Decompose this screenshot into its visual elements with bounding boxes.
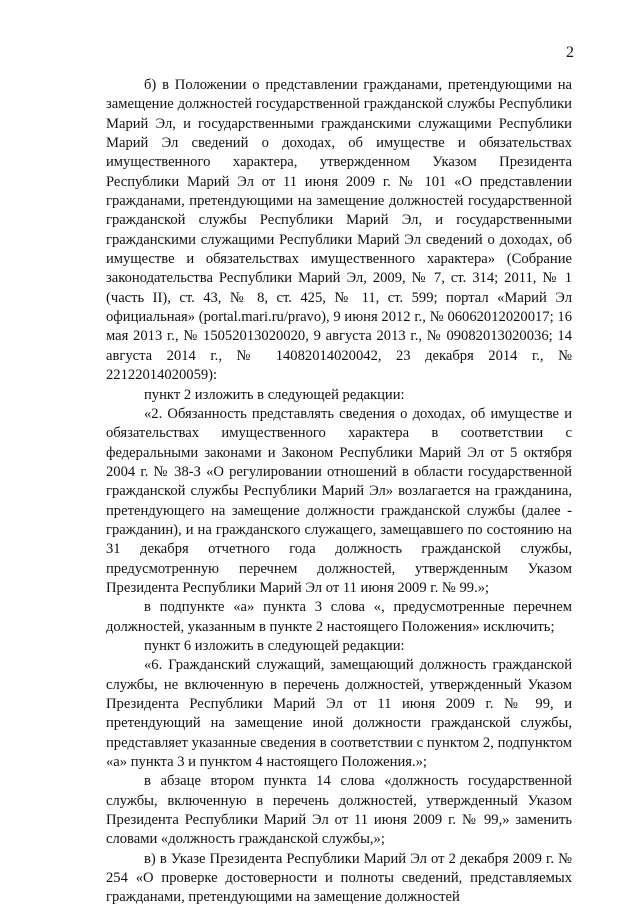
paragraph-point6-text: «6. Гражданский служащий, замещающий должность гражданской службы, не включенную в перечень должностей, утвержденный Указом Президента Республики Марий Эл от 11 июня 2009 г. № 99, и претендующий на замещение иной должности гражданской службы, представляет указанные сведения в соответствии с пунктом 2, подпунктом «а» пункта 3 и пунктом 4 настоящего Положения.»; bbox=[106, 657, 572, 771]
paragraph-v-intro: в) в Указе Президента Республики Марий Эл от 2 декабря 2009 г. № 254 «О проверке достоверности и полноты сведений, представляемых гражданами, претендующими на замещение должностей bbox=[106, 850, 572, 906]
paragraph-b-intro: б) в Положении о представлении гражданами, претендующими на замещение должностей государственной гражданской службы Республики Марий Эл, и государственными гражданскими служащими Республики Марий Эл сведений о доходах, об имуществе и обязательствах имущественного характера, утвержденном Указом Президента Республики Марий Эл от 11 июня 2009 г. № 101 «О представлении гражданами, претендующими на замещение должностей государственной гражданской службы Республики Марий Эл, и государственными гражданскими служащими Республики Марий Эл сведений о доходах, об имуществе и обязательствах имущественного характера» (Собрание законодательства Республики Марий Эл, 2009, № 7, ст. 314; 2011, № 1 (часть II), ст. 43, № 8, ст. 425, № 11, ст. 599; портал «Марий Эл официальная» (portal.mari.ru/pravo), 9 июня 2012 г., № 06062012020017; 16 мая 2013 г., № 15052013020020, 9 августа 2013 г., № 09082013020036; 14 августа 2014 г., № 14082014020042, 23 декабря 2014 г., № 22122014020059): bbox=[106, 77, 572, 384]
paragraph-point2-text: «2. Обязанность представлять сведения о доходах, об имуществе и обязательствах имущественного характера в соответствии с федеральными законами и Законом Республики Марий Эл от 5 октября 2004 г. № 38-З «О регулировании отношений в области государственной гражданской службы Республики Марий Эл» возлагается на гражданина, претендующего на замещение должности гражданской службы (далее - гражданин), и на гражданского служащего, замещавшего по состоянию на 31 декабря отчетного года должность гражданской службы, предусмотренную перечнем должностей, утвержденным Указом Президента Республики Марий Эл от 11 июня 2009 г. № 99.»; bbox=[106, 405, 572, 596]
paragraph-point2-instruction: пункт 2 изложить в следующей редакции: bbox=[144, 386, 405, 403]
page-number: 2 bbox=[566, 44, 574, 61]
paragraph-point6-instruction: пункт 6 изложить в следующей редакции: bbox=[144, 637, 405, 654]
paragraph-point3-amendment: в подпункте «а» пункта 3 слова «, предусмотренные перечнем должностей, указанным в пункте 2 настоящего Положения» исключить; bbox=[106, 599, 572, 635]
paragraph-point14-amendment: в абзаце втором пункта 14 слова «должность государственной службы, включенную в перечень должностей, утвержденный Указом Президента Республики Марий Эл от 11 июня 2009 г. № 99,» заменить словами «должность гражданской службы,»; bbox=[106, 773, 572, 848]
document-body bbox=[106, 76, 572, 908]
